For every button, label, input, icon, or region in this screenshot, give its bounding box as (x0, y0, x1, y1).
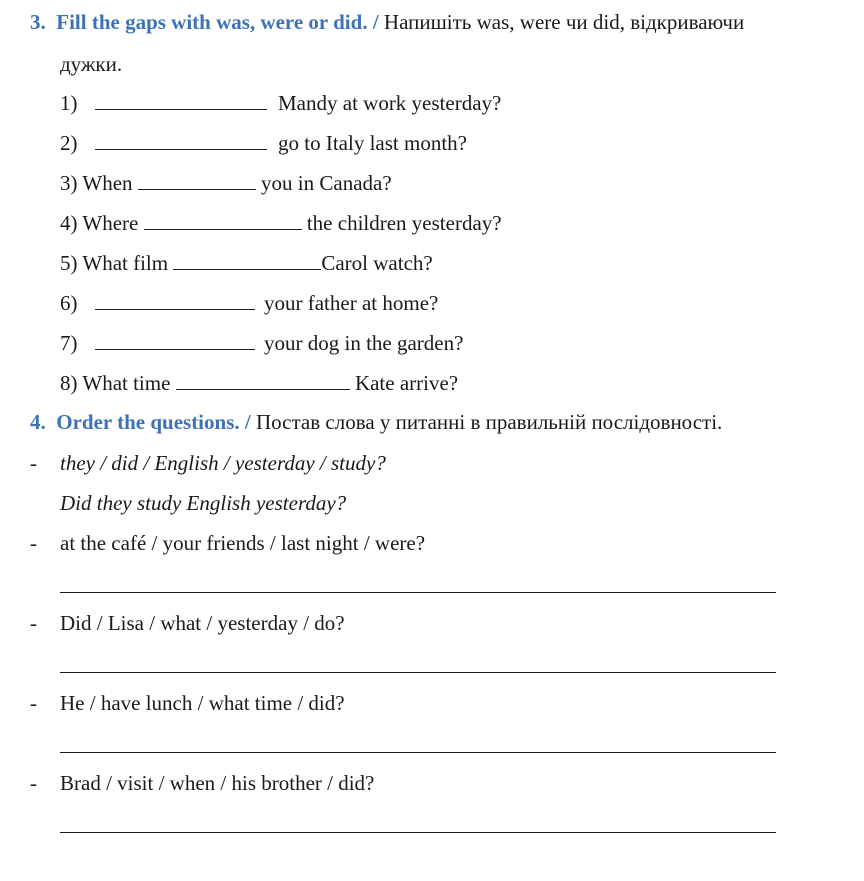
list-dash: - (30, 771, 37, 795)
scrambled-question-4: Brad / visit / when / his brother / did? (60, 771, 375, 795)
item-lead: What time (82, 371, 171, 395)
item-number: 6) (60, 291, 78, 315)
answer-line-4[interactable] (60, 832, 776, 833)
exercise-3-item-5 (60, 251, 433, 275)
exercise-4-number: 4. (30, 410, 46, 434)
scrambled-question-3: He / have lunch / what time / did? (60, 691, 345, 715)
exercise-3-title: Fill the gaps with was, were or did. (56, 10, 368, 34)
list-dash: - (30, 531, 37, 555)
item-text: Kate arrive? (354, 371, 459, 395)
item-number: 3) (60, 171, 78, 195)
item-text: your dog in the garden? (264, 331, 464, 355)
scrambled-question-2: Did / Lisa / what / yesterday / do? (60, 611, 345, 635)
answer-line-2[interactable] (60, 672, 776, 673)
exercise-3-item-3 (60, 171, 392, 195)
item-text: go to Italy last month? (278, 131, 467, 155)
answer-line-1[interactable] (60, 592, 776, 593)
exercise-4-slash: / (239, 410, 256, 434)
fill-gap[interactable] (144, 213, 302, 230)
item-number: 1) (60, 91, 78, 115)
item-text: you in Canada? (261, 171, 392, 195)
exercise-3-item-2 (60, 131, 467, 155)
item-number: 8) (60, 371, 78, 395)
exercise-3-item-1 (60, 91, 501, 115)
fill-gap[interactable] (95, 333, 255, 350)
exercise-3-heading (30, 10, 744, 34)
fill-gap[interactable] (138, 173, 256, 190)
scrambled-question-1: at the café / your friends / last night / were? (60, 531, 426, 555)
fill-gap[interactable] (95, 93, 267, 110)
fill-gap[interactable] (173, 253, 321, 270)
exercise-3-item-4 (60, 211, 502, 235)
item-text: Carol watch? (321, 251, 433, 275)
exercise-3-instruction: Напишіть was, were чи did, відкриваючи (383, 10, 745, 34)
exercise-4-heading (30, 410, 722, 434)
fill-gap[interactable] (176, 373, 350, 390)
list-dash: - (30, 611, 37, 635)
exercise-3-item-7 (60, 331, 463, 355)
example-words: they / did / English / yesterday / study? (60, 451, 386, 475)
example-answer: Did they study English yesterday? (60, 491, 347, 515)
list-dash: - (30, 691, 37, 715)
exercise-3-number: 3. (30, 10, 46, 34)
list-dash: - (30, 451, 37, 475)
answer-line-3[interactable] (60, 752, 776, 753)
item-lead: Where (82, 211, 139, 235)
item-lead: When (82, 171, 133, 195)
exercise-4-instruction: Постав слова у питанні в правильній послідовності. (255, 410, 723, 434)
fill-gap[interactable] (95, 293, 255, 310)
item-text: the children yesterday? (306, 211, 502, 235)
item-number: 4) (60, 211, 78, 235)
exercise-3-slash: / (367, 10, 384, 34)
fill-gap[interactable] (95, 133, 267, 150)
item-number: 5) (60, 251, 78, 275)
exercise-3-item-8 (60, 371, 458, 395)
exercise-3-instruction-cont: дужки. (60, 52, 123, 76)
item-text: your father at home? (264, 291, 439, 315)
item-number: 2) (60, 131, 78, 155)
exercise-3-item-6 (60, 291, 438, 315)
item-lead: What film (82, 251, 169, 275)
item-text: Mandy at work yesterday? (278, 91, 502, 115)
item-number: 7) (60, 331, 78, 355)
exercise-4-title: Order the questions. (56, 410, 240, 434)
